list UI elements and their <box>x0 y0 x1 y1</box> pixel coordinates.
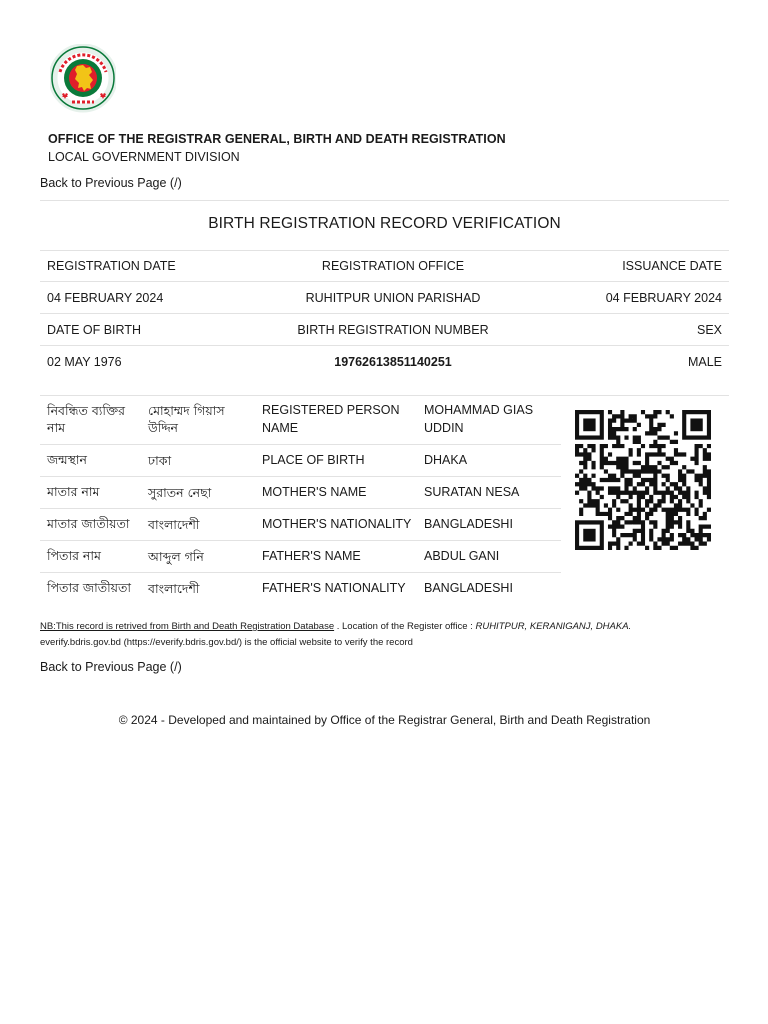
location-prefix: . Location of the Register office : <box>336 621 473 632</box>
qr-code <box>575 410 711 550</box>
bangla-value: সুরাতন নেছা <box>148 485 212 500</box>
bangla-value: মোহাম্মদ গিয়াস উদ্দিন <box>148 403 225 435</box>
registration-office-label: REGISTRATION OFFICE <box>321 259 465 273</box>
table-row <box>40 573 561 604</box>
table-row <box>40 509 561 541</box>
registration-date-value: 04 FEBRUARY 2024 <box>47 291 164 305</box>
bangla-value: বাংলাদেশী <box>148 517 200 532</box>
issuance-date-value: 04 FEBRUARY 2024 <box>605 291 722 305</box>
meta-value-row-registration <box>40 282 729 314</box>
meta-value-row-birth <box>40 346 729 378</box>
english-label: MOTHER'S NAME <box>262 485 367 499</box>
english-value: SURATAN NESA <box>424 485 520 499</box>
bangla-label: মাতার জাতীয়তা <box>47 516 130 531</box>
footer-copyright: © 2024 - Developed and maintained by Office of the Registrar General, Birth and Death Registration <box>118 713 651 727</box>
office-title: OFFICE OF THE REGISTRAR GENERAL, BIRTH AND DEATH REGISTRATION <box>48 132 506 146</box>
bangla-value: আব্দুল গনি <box>148 549 204 564</box>
qr-finder-top-right <box>682 410 711 440</box>
bangla-label: নিবন্ধিত ব্যক্তির নাম <box>47 403 125 435</box>
office-subtitle: LOCAL GOVERNMENT DIVISION <box>48 150 240 164</box>
english-value: BANGLADESHI <box>424 517 513 531</box>
record-source-note <box>40 621 631 632</box>
back-to-previous-page-link[interactable]: Back to Previous Page (/) <box>40 176 182 190</box>
english-value: DHAKA <box>424 453 468 467</box>
database-note-link[interactable]: NB:This record is retrived from Birth and Death Registration Database <box>40 621 335 632</box>
bangla-value: ঢাকা <box>148 453 172 468</box>
qr-finder-bottom-left <box>575 520 604 550</box>
sex-label: SEX <box>696 323 722 337</box>
person-details-table <box>40 396 561 604</box>
english-value: ABDUL GANI <box>424 549 500 563</box>
meta-header-row-birth <box>40 314 729 346</box>
english-value: MOHAMMAD GIAS UDDIN <box>424 403 534 435</box>
english-label: PLACE OF BIRTH <box>262 453 365 467</box>
birth-registration-number-value: 19762613851140251 <box>334 355 452 369</box>
official-website-note: everify.bdris.gov.bd (https://everify.bdris.gov.bd/) is the official website to verify the record <box>40 637 413 648</box>
bangla-value: বাংলাদেশী <box>148 581 200 596</box>
bangla-label: পিতার জাতীয়তা <box>47 580 132 595</box>
table-row <box>40 541 561 573</box>
back-to-previous-page-link[interactable]: Back to Previous Page (/) <box>40 660 182 674</box>
date-of-birth-value: 02 MAY 1976 <box>47 355 122 369</box>
divider <box>40 200 729 201</box>
government-seal-logo <box>50 44 116 114</box>
qr-finder-top-left <box>575 410 604 440</box>
sex-value: MALE <box>687 355 722 369</box>
bangla-label: জন্মস্থান <box>47 452 88 467</box>
registration-office-value: RUHITPUR UNION PARISHAD <box>305 291 481 305</box>
english-label: REGISTERED PERSON NAME <box>262 403 400 435</box>
table-row <box>40 445 561 477</box>
english-label: MOTHER'S NATIONALITY <box>262 517 412 531</box>
bangla-label: পিতার নাম <box>47 548 101 563</box>
record-title: BIRTH REGISTRATION RECORD VERIFICATION <box>208 215 561 232</box>
english-value: BANGLADESHI <box>424 581 513 595</box>
date-of-birth-label: DATE OF BIRTH <box>47 323 141 337</box>
issuance-date-label: ISSUANCE DATE <box>622 259 722 273</box>
birth-registration-number-label: BIRTH REGISTRATION NUMBER <box>297 323 489 337</box>
english-label: FATHER'S NAME <box>262 549 361 563</box>
table-row <box>40 396 561 445</box>
bangla-label: মাতার নাম <box>47 484 100 499</box>
registration-date-label: REGISTRATION DATE <box>47 259 176 273</box>
table-row <box>40 477 561 509</box>
register-office-location: RUHITPUR, KERANIGANJ, DHAKA. <box>475 621 632 632</box>
english-label: FATHER'S NATIONALITY <box>262 581 406 595</box>
meta-header-row-registration <box>40 250 729 282</box>
